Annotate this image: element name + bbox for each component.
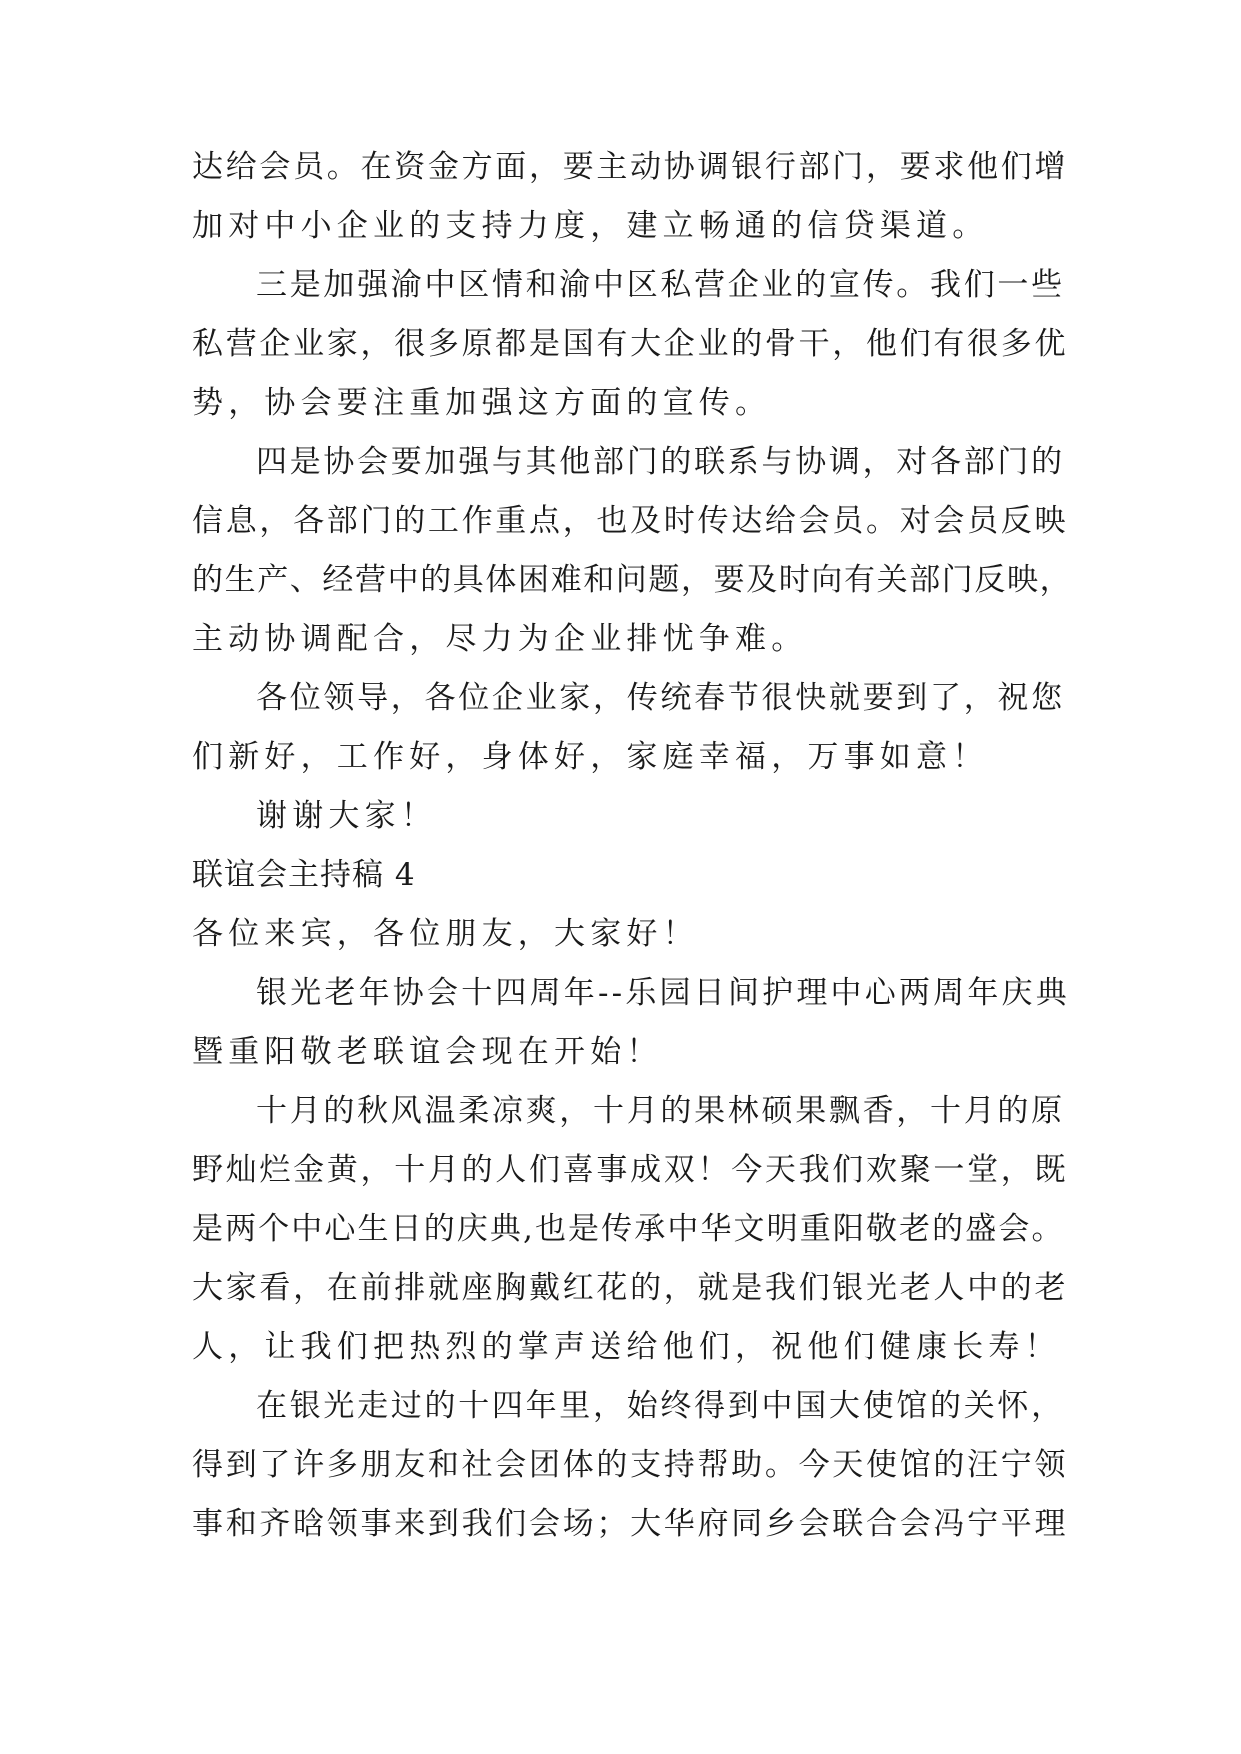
paragraph-start-line: 十月的秋风温柔凉爽，十月的果林硕果飘香，十月的原 [256,1093,1065,1129]
text-line: 达给会员。在资金方面，要主动协调银行部门，要求他们增 [192,149,1069,185]
text-line: 私营企业家，很多原都是国有大企业的骨干，他们有很多优 [192,326,1069,362]
paragraph-start-line: 四是协会要加强与其他部门的联系与协调，对各部门的 [256,444,1065,480]
text-line: 人，让我们把热烈的掌声送给他们，祝他们健康长寿！ [192,1329,1061,1365]
text-line: 主动协调配合，尽力为企业排忧争难。 [192,621,808,657]
paragraph-start-line: 谢谢大家！ [256,798,437,834]
text-line: 事和齐晗领事来到我们会场；大华府同乡会联合会冯宁平理 [192,1506,1069,1542]
text-line: 暨重阳敬老联谊会现在开始！ [192,1034,663,1070]
text-line: 的生产、经营中的具体困难和问题，要及时向有关部门反映， [192,562,1073,598]
text-line: 野灿烂金黄，十月的人们喜事成双！今天我们欢聚一堂，既 [192,1152,1069,1188]
section-heading: 联谊会主持稿 4 [192,857,416,893]
text-line: 加对中小企业的支持力度，建立畅通的信贷渠道。 [192,208,989,244]
text-line: 得到了许多朋友和社会团体的支持帮助。今天使馆的汪宁领 [192,1447,1069,1483]
text-line: 信息，各部门的工作重点，也及时传达给会员。对会员反映 [192,503,1069,539]
paragraph-start-line: 各位领导，各位企业家，传统春节很快就要到了，祝您 [256,680,1065,716]
paragraph-start-line: 三是加强渝中区情和渝中区私营企业的宣传。我们一些 [256,267,1065,303]
greeting-line: 各位来宾，各位朋友，大家好！ [192,916,699,952]
text-line: 大家看，在前排就座胸戴红花的，就是我们银光老人中的老 [192,1270,1069,1306]
text-line: 势，协会要注重加强这方面的宣传。 [192,385,772,421]
paragraph-start-line: 在银光走过的十四年里，始终得到中国大使馆的关怀， [256,1388,1065,1424]
paragraph-start-line: 银光老年协会十四周年--乐园日间护理中心两周年庆典 [256,975,1070,1011]
text-line: 们新好，工作好，身体好，家庭幸福，万事如意！ [192,739,989,775]
text-line: 是两个中心生日的庆典,也是传承中华文明重阳敬老的盛会。 [192,1211,1065,1247]
